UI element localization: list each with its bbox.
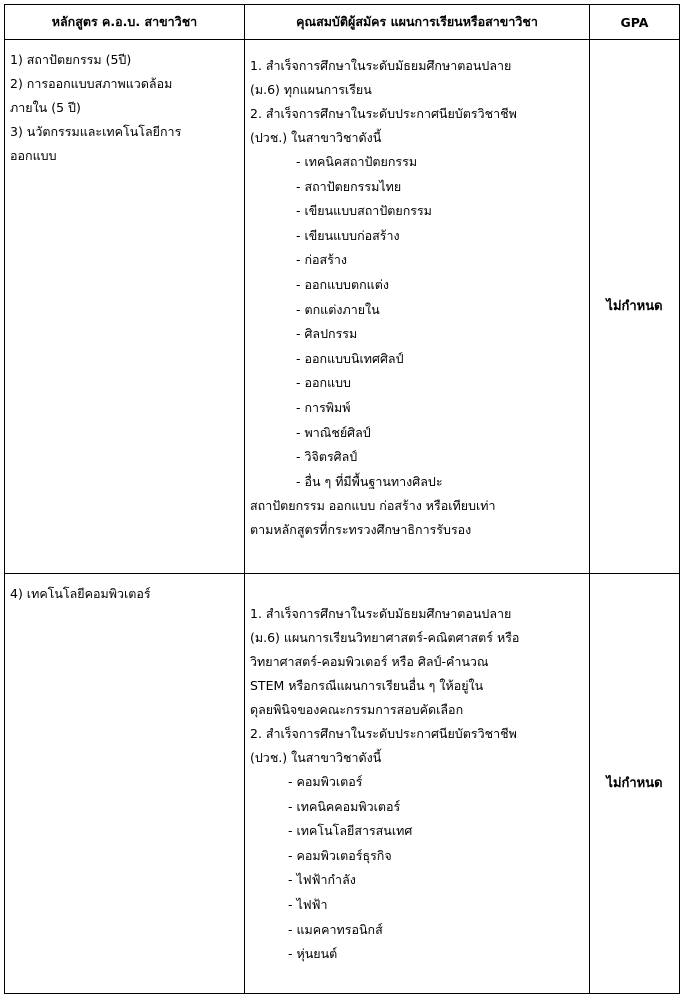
subject-item: - พาณิชย์ศิลป์ [296,424,371,440]
subject-item: - เขียนแบบก่อสร้าง [296,227,400,243]
program-line: 4) เทคโนโลยีคอมพิวเตอร์ [10,586,151,601]
program-line: ออกแบบ [10,148,57,163]
qualification-line: 1. สำเร็จการศึกษาในระดับมัธยมศึกษาตอนปลาย [250,606,512,621]
qualification-line: STEM หรือกรณีแผนการเรียนอื่น ๆ ให้อยู่ใน [250,678,484,693]
subject-item: - ไฟฟ้ากำลัง [288,872,356,888]
subject-item: - เทคนิคสถาปัตยกรรม [296,154,418,169]
subject-item: - ออกแบบตกแต่ง [296,276,389,292]
subject-item: - อื่น ๆ ที่มีพื้นฐานทางศิลปะ [296,473,443,489]
subject-item: - แมคคาทรอนิกส์ [288,921,383,937]
qualification-line: ตามหลักสูตรที่กระทรวงศึกษาธิการรับรอง [250,522,472,538]
qualification-line: สถาปัตยกรรม ออกแบบ ก่อสร้าง หรือเทียบเท่า [250,498,496,514]
qualification-line: ดุลยพินิจของคณะกรรมการสอบคัดเลือก [250,702,464,717]
program-line: 3) นวัตกรรมและเทคโนโลยีการ [10,124,182,139]
subject-item: - ศิลปกรรม [296,326,358,342]
program-line: 1) สถาปัตยกรรม (5ปี) [10,52,132,67]
qualification-line: วิทยาศาสตร์-คอมพิวเตอร์ หรือ ศิลป์-คำนวณ [250,654,489,669]
subject-item: - เทคนิคคอมพิวเตอร์ [288,798,401,814]
qualification-cell [245,40,590,574]
header-program: หลักสูตร ค.อ.บ. สาขาวิชา [5,5,245,40]
qualification-cell [245,574,590,994]
subject-item: - คอมพิวเตอร์ธุรกิจ [288,847,392,863]
header-qualification: คุณสมบัติผู้สมัคร แผนการเรียนหรือสาขาวิชา [245,5,590,40]
subject-item: - ออกแบบนิเทศศิลป์ [296,350,404,366]
header-row [5,5,680,40]
qualification-line: (ปวช.) ในสาขาวิชาดังนี้ [250,750,382,765]
gpa-cell: ไม่กำหนด [590,574,680,994]
table-row [5,574,680,994]
qualification-line: (ม.6) ทุกแผนการเรียน [250,82,372,97]
table-row [5,40,680,574]
subject-item: - เขียนแบบสถาปัตยกรรม [296,203,432,219]
subject-item: - คอมพิวเตอร์ [288,774,363,789]
subject-item: - ไฟฟ้า [288,896,328,912]
header-gpa: GPA [590,5,680,40]
subject-item: - ตกแต่งภายใน [296,301,380,317]
subject-item: - ก่อสร้าง [296,252,348,268]
program-line: 2) การออกแบบสภาพแวดล้อม [10,76,173,91]
qualification-line: 2. สำเร็จการศึกษาในระดับประกาศนียบัตรวิชาชีพ [250,726,517,741]
subject-item: - เทคโนโลยีสารสนเทศ [288,823,413,839]
qualification-line: 2. สำเร็จการศึกษาในระดับประกาศนียบัตรวิชาชีพ [250,106,517,121]
subject-item: - ออกแบบ [296,375,351,391]
subject-item: - หุ่นยนต์ [288,946,338,962]
subject-item: - สถาปัตยกรรมไทย [296,178,402,194]
admission-table [4,4,680,994]
subject-item: - วิจิตรศิลป์ [296,449,358,465]
qualification-line: (ปวช.) ในสาขาวิชาดังนี้ [250,130,382,145]
subject-item: - การพิมพ์ [296,399,351,415]
program-line: ภายใน (5 ปี) [10,100,81,115]
qualification-line: (ม.6) แผนการเรียนวิทยาศาสตร์-คณิตศาสตร์ หรือ [250,630,520,645]
qualification-line: 1. สำเร็จการศึกษาในระดับมัธยมศึกษาตอนปลาย [250,58,512,73]
program-cell [5,40,245,574]
program-cell [5,574,245,994]
gpa-cell: ไม่กำหนด [590,40,680,574]
